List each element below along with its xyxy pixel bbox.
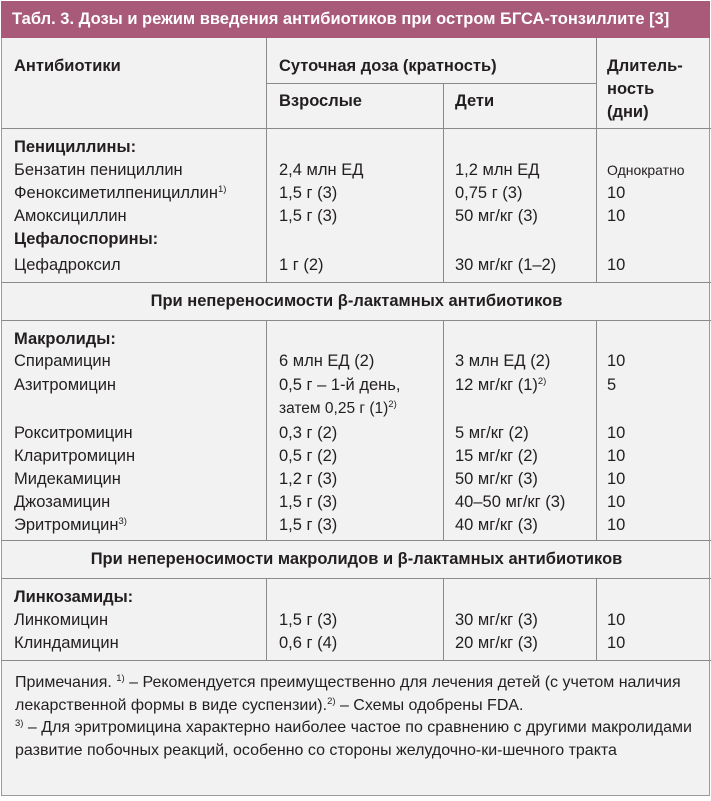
child-dose: 12 мг/кг $(1)^{2)}$ — [455, 376, 547, 394]
notes-prefix: Примечания. — [15, 674, 117, 691]
footnote-mark: 1) — [217, 184, 227, 195]
duration-days: 10 — [607, 611, 626, 629]
duration-days: 10 — [607, 493, 626, 511]
rule-section3-top — [2, 540, 711, 541]
col-rule-3 — [596, 38, 597, 282]
adult-dose: 6 млн ЕД (2) — [279, 352, 375, 370]
rule-header-bottom — [2, 128, 711, 129]
rule-notes-top — [2, 660, 711, 661]
drug-name: Спирамицин — [14, 352, 111, 370]
note-2: – Схемы одобрены FDA. — [335, 696, 524, 714]
rule-section2-bottom — [2, 320, 711, 321]
group-lincosamides: Линкозамиды: — [14, 588, 134, 606]
col-rule-1b — [266, 320, 267, 540]
table-body — [1, 38, 710, 796]
rule-header-mid — [266, 83, 596, 84]
drug-name: Рокситромицин — [14, 424, 133, 442]
adult-dose-continued: затем 0,25 г $(1)^{2)}$ — [279, 399, 397, 417]
adult-dose: 0,3 г (2) — [279, 424, 338, 442]
adult-dose: 1,5 г (3) — [279, 207, 338, 225]
adult-dose: 0,5 г (2) — [279, 447, 338, 465]
note-3: – Для эритромицина характерно наиболее частое по сравнению с другими макролидами развитие побочных реакций, особенно со стороны желудочно-ки-шечного тракта — [15, 719, 692, 759]
child-dose: 50 мг/кг (3) — [455, 470, 538, 488]
col-rule-1c — [266, 578, 267, 660]
child-dose: 5 мг/кг (2) — [455, 424, 529, 442]
drug-name: Клиндамицин — [14, 634, 119, 652]
col-rule-2 — [443, 83, 444, 282]
adult-dose: 1,5 г (3) — [279, 611, 338, 629]
adult-dose: 0,6 г (4) — [279, 634, 338, 652]
child-dose: 30 мг/кг (3) — [455, 611, 538, 629]
duration-days: Однократно — [607, 162, 685, 178]
header-adults: Взрослые — [279, 92, 362, 110]
footnote-mark: 2) — [537, 376, 547, 387]
drug-name: Линкомицин — [14, 611, 109, 629]
duration-days: 10 — [607, 470, 626, 488]
rule-section2-top — [2, 282, 711, 283]
section-heading-beta-lactam: При непереносимости β-лактамных антибиотиков — [150, 292, 563, 310]
header-duration-line2: ность — [607, 80, 655, 98]
duration-days: 10 — [607, 447, 626, 465]
col-rule-2b — [443, 320, 444, 540]
group-penicillins: Пенициллины: — [14, 138, 137, 156]
drug-name: Феноксиметилпенициллин$^{1)}$ — [14, 184, 227, 202]
duration-days: 10 — [607, 256, 626, 274]
child-dose: 3 млн ЕД (2) — [455, 352, 551, 370]
drug-name: Азитромицин — [14, 376, 117, 394]
footnote-mark: 1) — [116, 673, 125, 684]
adult-dose: 2,4 млн ЕД — [279, 161, 364, 179]
drug-name: Эритромицин$^{3)}$ — [14, 516, 127, 534]
duration-days: 10 — [607, 184, 626, 202]
col-rule-2c — [443, 578, 444, 660]
col-rule-3b — [596, 320, 597, 540]
table-title: Табл. 3. Дозы и режим введения антибиотиков при остром БГСА-тонзиллите [3] — [1, 1, 710, 38]
child-dose: 0,75 г (3) — [455, 184, 523, 202]
duration-days: 5 — [607, 376, 617, 394]
footnote-mark: 3) — [118, 516, 127, 527]
footnote-mark: 3) — [15, 718, 24, 729]
adult-dose: 0,5 г – 1-й день, — [279, 376, 401, 394]
adult-dose: 1,5 г (3) — [279, 184, 338, 202]
footnote-mark: 2) — [327, 695, 336, 707]
header-duration-line3: (дни) — [607, 103, 649, 121]
table-notes — [15, 672, 705, 762]
footnote-mark: 2) — [388, 399, 397, 410]
header-duration-line1: Длитель- — [607, 57, 683, 75]
drug-name: Амоксициллин — [14, 207, 127, 225]
child-dose: 1,2 млн ЕД — [455, 161, 540, 179]
adult-dose: 1 г (2) — [279, 256, 324, 274]
header-antibiotics: Антибиотики — [14, 57, 121, 75]
duration-days: 10 — [607, 352, 626, 370]
child-dose: 40–50 мг/кг (3) — [455, 493, 566, 511]
section-heading-macrolide-beta-lactam: При непереносимости макролидов и β-лактамных антибиотиков — [90, 550, 623, 568]
child-dose: 15 мг/кг (2) — [455, 447, 538, 465]
group-macrolides: Макролиды: — [14, 330, 116, 348]
drug-name: Кларитромицин — [14, 447, 136, 465]
adult-dose: 1,5 г (3) — [279, 493, 338, 511]
drug-name: Бензатин пенициллин — [14, 161, 183, 179]
adult-dose: 1,5 г (3) — [279, 516, 338, 534]
drug-name: Джозамицин — [14, 493, 111, 511]
col-rule-3c — [596, 578, 597, 660]
child-dose: 40 мг/кг (3) — [455, 516, 538, 534]
duration-days: 10 — [607, 424, 626, 442]
col-rule-1 — [266, 38, 267, 282]
duration-days: 10 — [607, 207, 626, 225]
group-cephalosporins: Цефалоспорины: — [14, 230, 159, 248]
drug-name: Цефадроксил — [14, 256, 121, 274]
child-dose: 50 мг/кг (3) — [455, 207, 538, 225]
child-dose: 30 мг/кг (1–2) — [455, 256, 557, 274]
rule-section3-bottom — [2, 578, 711, 579]
header-children: Дети — [455, 92, 495, 110]
adult-dose: 1,2 г (3) — [279, 470, 338, 488]
note-1: – Рекомендуется преимущественно для лечения детей (с учетом наличия лекарственной формы в виде суспензии). — [15, 674, 681, 714]
header-daily-dose: Суточная доза (кратность) — [279, 57, 497, 75]
duration-days: 10 — [607, 634, 626, 652]
duration-days: 10 — [607, 516, 626, 534]
drug-name: Мидекамицин — [14, 470, 121, 488]
child-dose: 20 мг/кг (3) — [455, 634, 538, 652]
